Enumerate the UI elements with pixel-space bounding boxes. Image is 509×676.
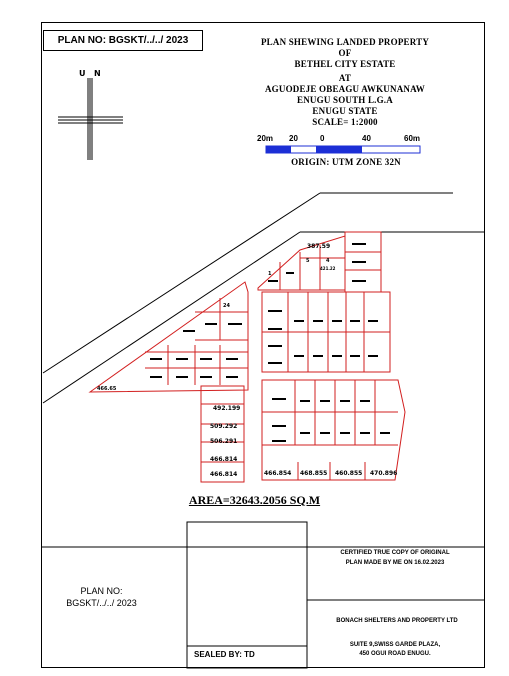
- estate-name: BETHEL CITY ESTATE: [294, 59, 396, 69]
- plot-number: 4: [326, 258, 330, 264]
- address-line-1: SUITE 9,SWISS GARDE PLAZA,: [349, 642, 441, 648]
- plot-value-bottom: 468.855: [300, 470, 328, 477]
- location-line: AGUODEJE OBEAGU AWKUNANAW: [264, 84, 426, 94]
- north-arrow-icon: [58, 78, 123, 160]
- plot-value-lower: 466.814: [210, 471, 238, 478]
- plot-value-corner: 466.65: [97, 386, 117, 392]
- plot-number: 5: [306, 258, 310, 264]
- scale-label-20m: 20m: [257, 134, 274, 143]
- scale-segment: [316, 146, 362, 153]
- company-name: BONACH SHELTERS AND PROPERTY LTD: [336, 618, 458, 624]
- plot-block-lower-right: [262, 380, 405, 480]
- address-line-2: 450 OGUI ROAD ENUGU.: [359, 651, 431, 657]
- title-line-2: OF: [338, 48, 352, 58]
- area-label: AREA=32643.2056 SQ.M: [188, 493, 321, 507]
- scale-bar: [266, 146, 420, 153]
- north-letter-left: U: [79, 69, 86, 78]
- plot-value-lower: 466.814: [210, 456, 238, 463]
- scale-label-60m: 60m: [404, 134, 421, 143]
- plot-block-lower-left: [201, 386, 244, 482]
- plot-value-bottom: 466.854: [264, 470, 292, 477]
- plot-value-lower: 509.292: [210, 423, 238, 430]
- north-letter-right: N: [94, 69, 101, 78]
- scale-segment: [266, 146, 291, 153]
- plot-block-left: [90, 282, 248, 392]
- title-line-at: AT: [338, 73, 352, 83]
- certification-line-2: PLAN MADE BY ME ON 16.02.2023: [345, 560, 445, 566]
- sealed-by: SEALED BY: TD: [194, 650, 255, 659]
- plot-value-bottom: 470.896: [370, 470, 398, 477]
- plot-value-bottom: 460.855: [335, 470, 363, 477]
- scale-label-20: 20: [289, 134, 298, 143]
- origin-line: ORIGIN: UTM ZONE 32N: [291, 157, 401, 167]
- plot-value-top: 387.59: [307, 243, 331, 250]
- title-line-1: PLAN SHEWING LANDED PROPERTY: [260, 37, 430, 47]
- certification-line-1: CERTIFIED TRUE COPY OF ORIGINAL: [340, 550, 450, 556]
- road-edge-south: [43, 232, 300, 403]
- lga-line: ENUGU SOUTH L.G.A: [297, 95, 393, 105]
- state-line: ENUGU STATE: [312, 106, 378, 116]
- plot-value: 421.22: [320, 266, 336, 271]
- bottom-plan-number: BGSKT/../../ 2023: [66, 598, 137, 608]
- scale-label-0: 0: [320, 134, 325, 143]
- bottom-plan-label: PLAN NO:: [80, 586, 123, 596]
- scale-label-40: 40: [362, 134, 371, 143]
- scale-line: SCALE= 1:2000: [312, 117, 378, 127]
- plot-value-lower: 492.199: [213, 405, 241, 412]
- plot-value-lower: 506.291: [210, 438, 238, 445]
- plot-number: 1: [268, 271, 272, 277]
- plot-number: 24: [223, 303, 230, 309]
- plan-number-box: PLAN NO: BGSKT/../../ 2023: [43, 30, 203, 51]
